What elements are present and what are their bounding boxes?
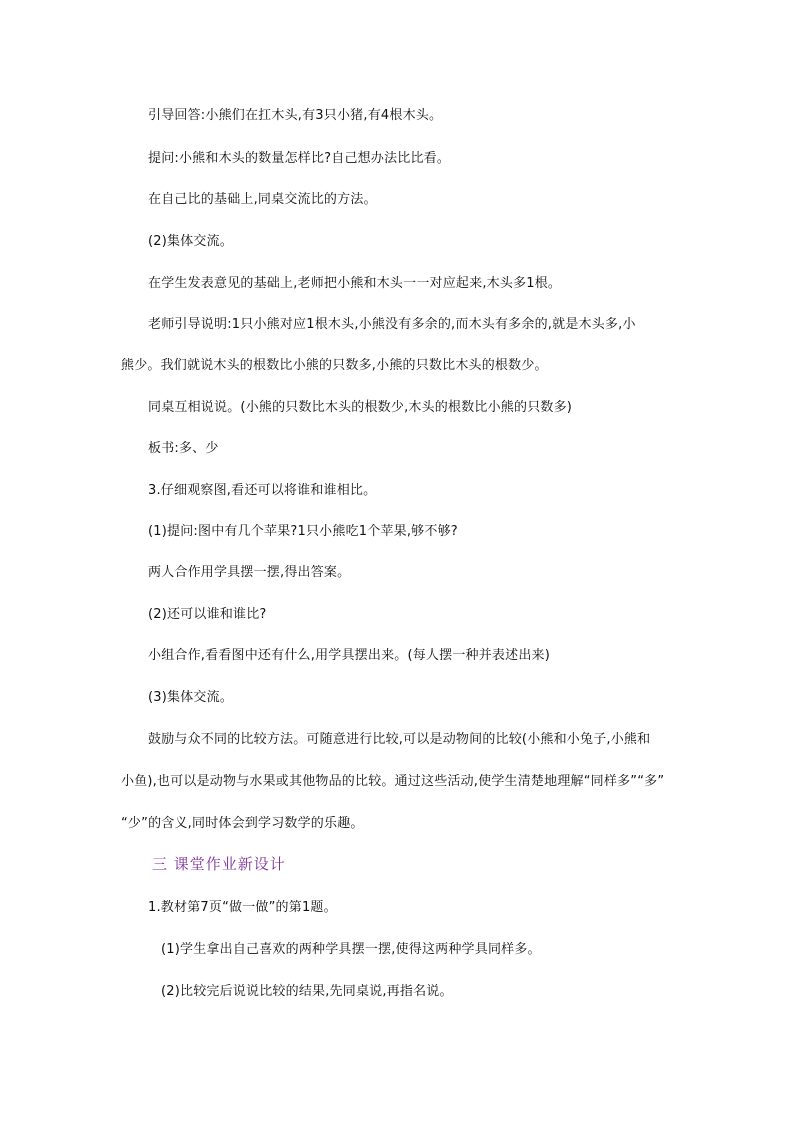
paragraph-teacher-explain-cont: 熊少。我们就说木头的根数比小熊的只数多,小熊的只数比木头的根数少。: [121, 358, 548, 373]
paragraph-exercise-step-2: (2)比较完后说说比较的结果,先同桌说,再指名说。: [161, 984, 453, 999]
paragraph-apple-question: (1)提问:图中有几个苹果?1只小熊吃1个苹果,够不够?: [148, 524, 458, 539]
paragraph-observe-3: 3.仔细观察图,看还可以将谁和谁相比。: [148, 483, 377, 498]
paragraph-question-compare: 提问:小熊和木头的数量怎样比?自己想办法比比看。: [148, 151, 451, 166]
paragraph-pair-work: 两人合作用学具摆一摆,得出答案。: [148, 565, 351, 580]
paragraph-deskmate-talk: 同桌互相说说。(小熊的只数比木头的根数少,木头的根数比小熊的只数多): [148, 400, 573, 415]
paragraph-guide-answer: 引导回答:小熊们在扛木头,有3只小猪,有4根木头。: [148, 108, 443, 123]
paragraph-encourage-cont-1: 小鱼),也可以是动物与水果或其他物品的比较。通过这些活动,使学生清楚地理解“同样多”“多”: [121, 774, 665, 789]
paragraph-textbook-exercise: 1.教材第7页“做一做”的第1题。: [148, 900, 337, 915]
paragraph-encourage: 鼓励与众不同的比较方法。可随意进行比较,可以是动物间的比较(小熊和小兔子,小熊和: [148, 732, 651, 747]
paragraph-blackboard: 板书:多、少: [148, 441, 219, 456]
paragraph-who-compare: (2)还可以谁和谁比?: [148, 607, 267, 622]
paragraph-exercise-step-1: (1)学生拿出自己喜欢的两种学具摆一摆,使得这两种学具同样多。: [161, 942, 541, 957]
paragraph-group-exchange-2: (2)集体交流。: [148, 234, 234, 249]
paragraph-teacher-explain: 老师引导说明:1只小熊对应1根木头,小熊没有多余的,而木头有多余的,就是木头多,小: [148, 317, 636, 332]
paragraph-teacher-matching: 在学生发表意见的基础上,老师把小熊和木头一一对应起来,木头多1根。: [148, 276, 562, 291]
paragraph-deskmate-exchange: 在自己比的基础上,同桌交流比的方法。: [148, 192, 377, 207]
section-heading: 三 课堂作业新设计: [152, 855, 286, 873]
paragraph-encourage-cont-2: “少”的含义,同时体会到学习数学的乐趣。: [121, 816, 364, 831]
paragraph-group-work: 小组合作,看看图中还有什么,用学具摆出来。(每人摆一种并表述出来): [148, 648, 551, 663]
paragraph-group-exchange-3: (3)集体交流。: [148, 690, 234, 705]
